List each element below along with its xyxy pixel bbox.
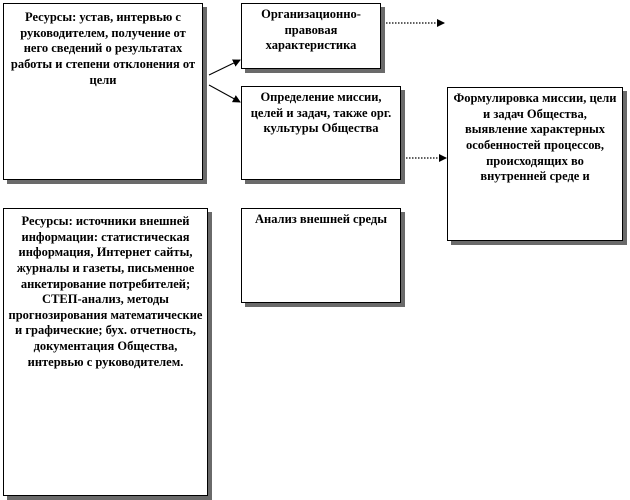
resources-box-2-text: Ресурсы: источники внешней информации: статистическая информация, Интернет сайты, журналы и газеты, письменное анкетирование потребителей; СТЕП-анализ, методы прогнозирования математические и графические; бух. отчетность, документация Общества, интервью с руководителем.: [8, 214, 203, 369]
arrow-resources-to-mission: [209, 85, 240, 102]
resources-box-1-text: Ресурсы: устав, интервью с руководителем, получение от него сведений о результатах работы и степени отклонения от цели: [10, 10, 196, 87]
mission-formulation-box-text: Формулировка миссии, цели и задач Общества, выявление характерных особенностей процессов, происходящих во внутренней среде и: [453, 91, 617, 184]
env-analysis-box: [241, 208, 401, 303]
mission-definition-box: [241, 86, 401, 180]
env-analysis-box-text: Анализ внешней среды: [254, 212, 388, 226]
arrow-resources-to-org: [209, 60, 240, 75]
org-legal-box-text: Организационно-правовая характеристика: [261, 7, 361, 53]
mission-definition-box-text: Определение миссии, целей и задач, также орг. культуры Общества: [250, 90, 392, 136]
org-legal-box: [241, 3, 381, 69]
mission-formulation-box: [447, 87, 623, 241]
resources-box-2: [3, 208, 208, 496]
resources-box-1: [3, 3, 203, 180]
